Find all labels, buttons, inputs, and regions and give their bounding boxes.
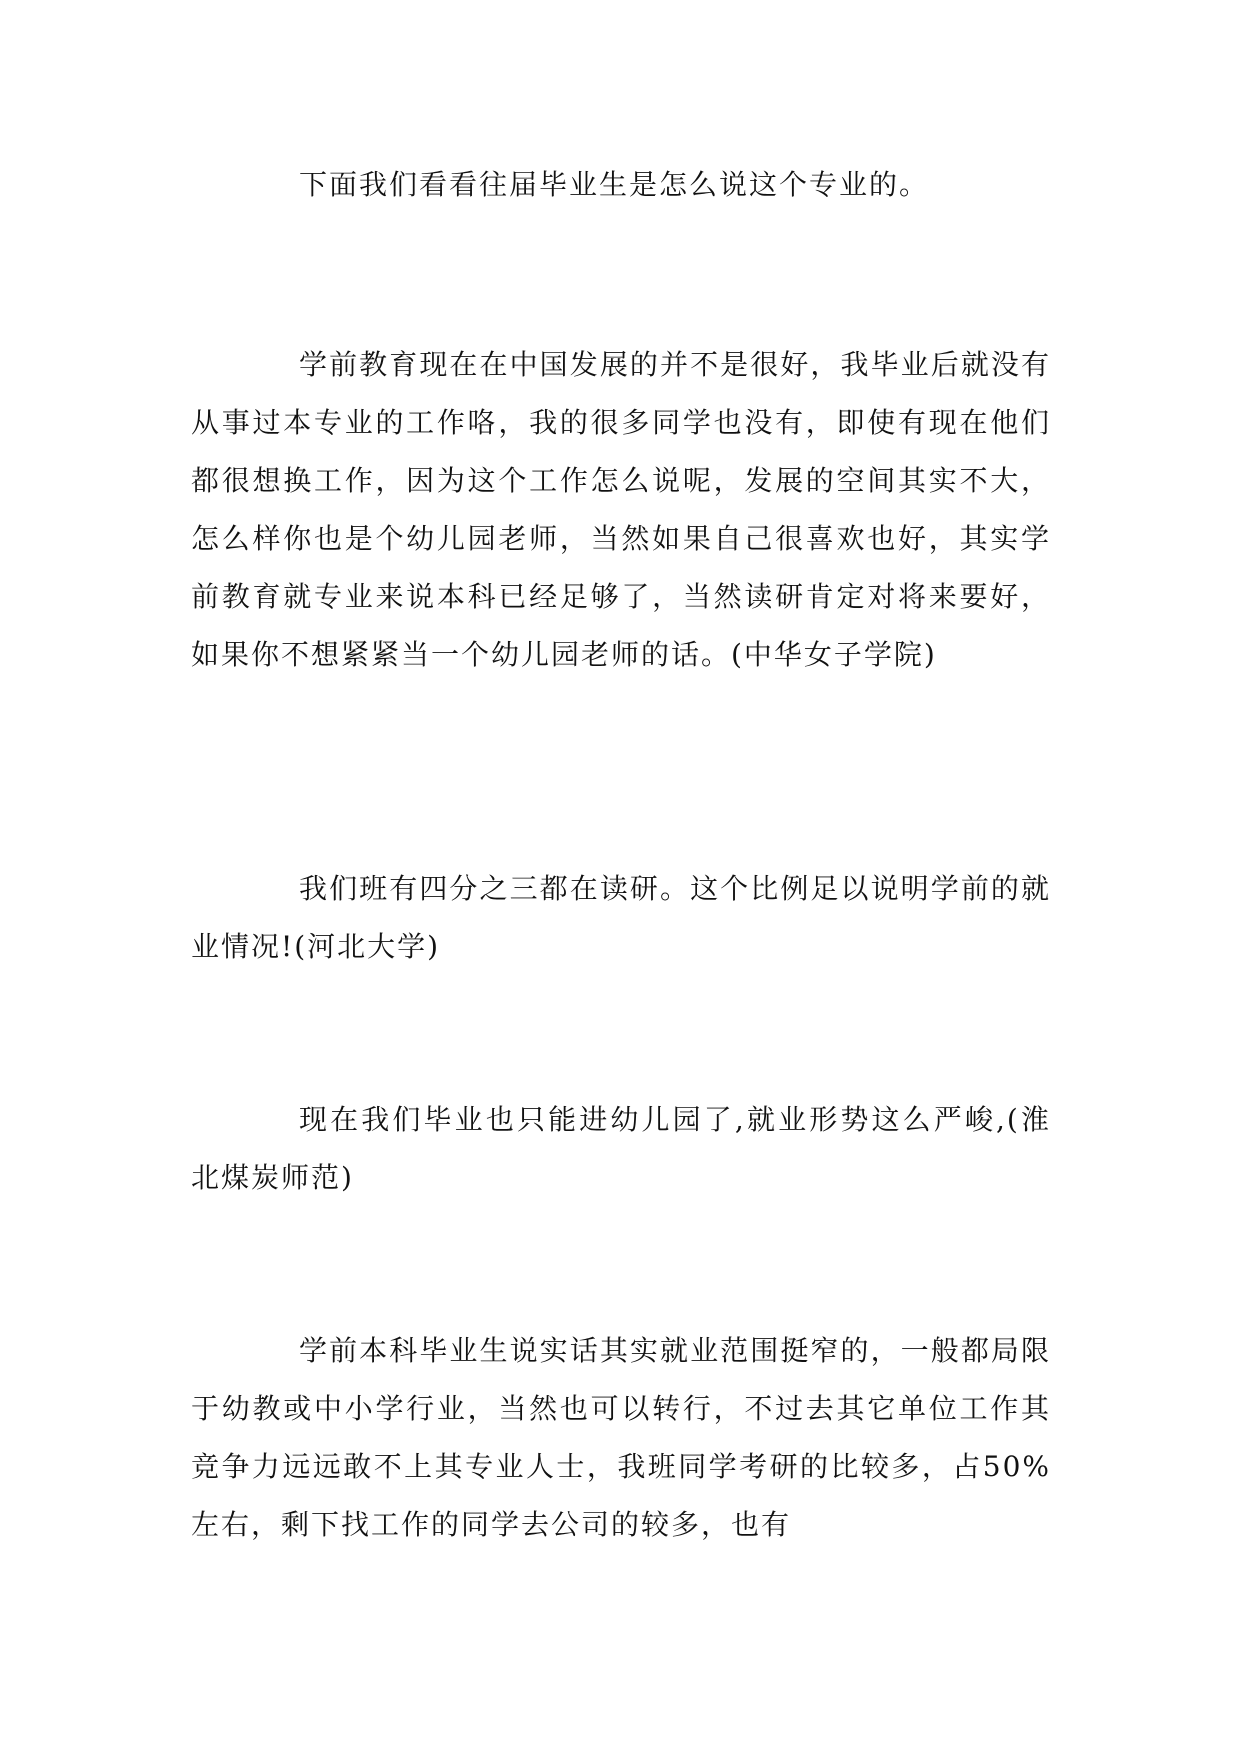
paragraph-quote-china-womens-college: 学前教育现在在中国发展的并不是很好，我毕业后就没有从事过本专业的工作咯，我的很多同学也没有，即使有现在他们都很想换工作，因为这个工作怎么说呢，发展的空间其实不大，怎么样你也是个幼儿园老师，当然如果自己很喜欢也好，其实学前教育就专业来说本科已经足够了，当然读研肯定对将来要好，如果你不想紧紧当一个幼儿园老师的话。(中华女子学院) (191, 348, 1051, 671)
paragraph-quote-hebei-university: 我们班有四分之三都在读研。这个比例足以说明学前的就业情况!(河北大学) (191, 872, 1051, 963)
paragraph-quote-huaibei-normal: 现在我们毕业也只能进幼儿园了,就业形势这么严峻,(淮北煤炭师范) (191, 1103, 1051, 1194)
paragraph-quote-undergraduate: 学前本科毕业生说实话其实就业范围挺窄的，一般都局限于幼教或中小学行业，当然也可以转行，不过去其它单位工作其竞争力远远敢不上其专业人士，我班同学考研的比较多，占50%左右，剩下找工作的同学去公司的较多，也有 (191, 1334, 1051, 1541)
paragraph-intro: 下面我们看看往届毕业生是怎么说这个专业的。 (299, 168, 930, 201)
